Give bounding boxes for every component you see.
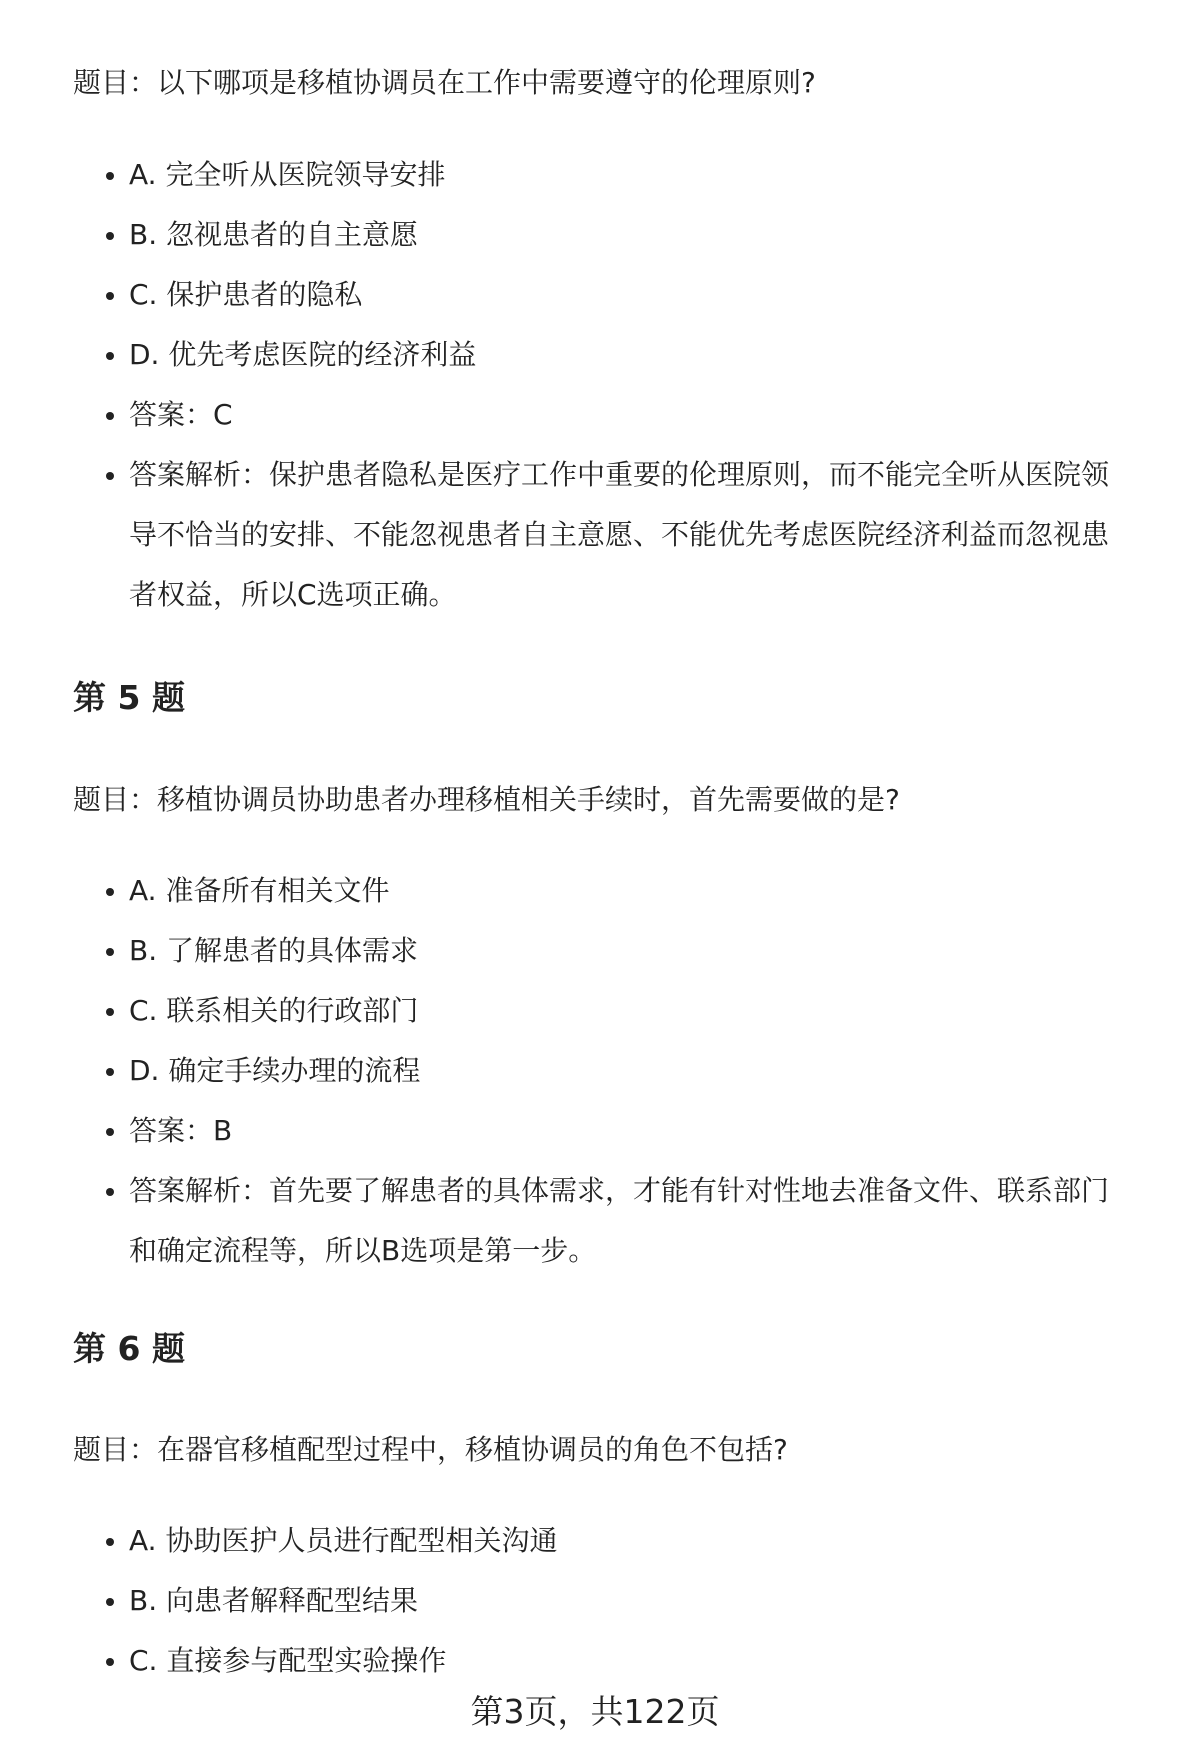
option-b: B. 了解患者的具体需求 <box>73 921 1163 981</box>
question-5-stem: 题目：移植协调员协助患者办理移植相关手续时，首先需要做的是? <box>73 783 900 816</box>
answer-explanation: 答案解析：首先要了解患者的具体需求，才能有针对性地去准备文件、联系部门和确定流程等，所以B选项是第一步。 <box>73 1161 1129 1281</box>
question-5-heading: 第 5 题 <box>73 678 185 717</box>
option-b: B. 向患者解释配型结果 <box>73 1571 1163 1631</box>
option-d: D. 确定手续办理的流程 <box>73 1041 1163 1101</box>
option-c: C. 直接参与配型实验操作 <box>73 1631 1163 1691</box>
question-5-options <box>73 861 1163 1281</box>
answer: 答案：C <box>73 385 1163 445</box>
question-6-options <box>73 1511 1163 1691</box>
question-6-stem: 题目：在器官移植配型过程中，移植协调员的角色不包括? <box>73 1433 788 1466</box>
option-c: C. 联系相关的行政部门 <box>73 981 1163 1041</box>
option-d: D. 优先考虑医院的经济利益 <box>73 325 1163 385</box>
option-a: A. 完全听从医院领导安排 <box>73 145 1163 205</box>
option-a: A. 协助医护人员进行配型相关沟通 <box>73 1511 1163 1571</box>
answer-explanation: 答案解析：保护患者隐私是医疗工作中重要的伦理原则，而不能完全听从医院领导不恰当的安排、不能忽视患者自主意愿、不能优先考虑医院经济利益而忽视患者权益，所以C选项正确。 <box>73 445 1129 625</box>
question-4-options <box>73 145 1163 625</box>
answer: 答案：B <box>73 1101 1163 1161</box>
option-c: C. 保护患者的隐私 <box>73 265 1163 325</box>
option-b: B. 忽视患者的自主意愿 <box>73 205 1163 265</box>
question-6-heading: 第 6 题 <box>73 1329 185 1368</box>
page-number: 第3页，共122页 <box>470 1692 720 1731</box>
option-a: A. 准备所有相关文件 <box>73 861 1163 921</box>
question-4-stem: 题目：以下哪项是移植协调员在工作中需要遵守的伦理原则? <box>73 66 816 99</box>
